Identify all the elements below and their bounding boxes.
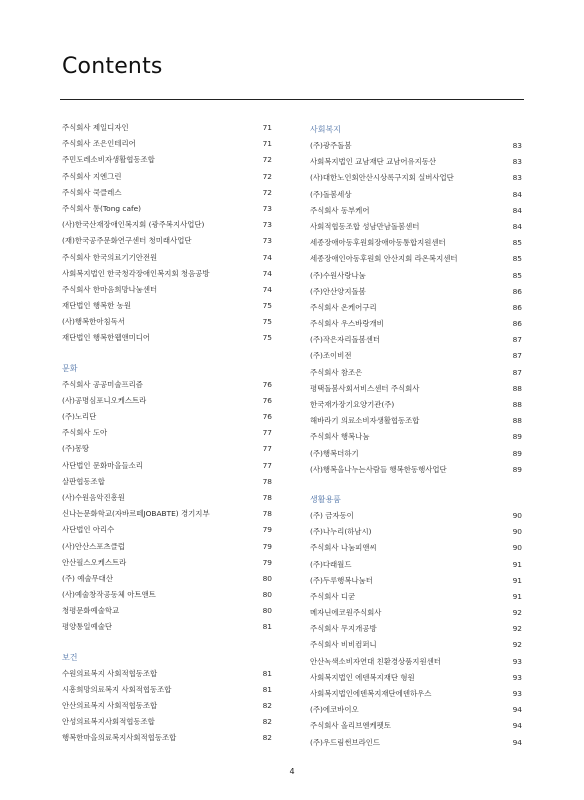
toc-entry-page: 79	[262, 557, 272, 567]
toc-entry[interactable]	[62, 314, 272, 330]
toc-entry-title: 주식회사 한국의료기기안전원	[62, 252, 158, 262]
toc-entry-title: 안성의료복지사회적협동조합	[62, 717, 155, 727]
toc-entry-title: 주식회사 통(Tong cafe)	[62, 203, 142, 213]
toc-entry-page: 81	[262, 684, 272, 694]
toc-entry-page: 72	[262, 155, 272, 165]
toc-entry-page: 75	[262, 333, 272, 343]
toc-entry-title: 안산녹색소비자연대 친환경상품지원센터	[310, 656, 441, 666]
toc-entry-title: (주)광주돌봄	[310, 141, 352, 150]
toc-entry-title: (사)예술창작공동체 아트앤트	[62, 590, 156, 600]
toc-entry-page: 91	[512, 559, 522, 569]
toc-entry-title: 주식회사 한마음희망나눔센터	[62, 284, 158, 294]
toc-entry-page: 71	[262, 139, 272, 149]
toc-entry[interactable]	[310, 203, 522, 219]
toc-entry[interactable]	[62, 282, 272, 298]
toc-entry-page: 79	[262, 525, 272, 535]
toc-entry[interactable]	[62, 490, 272, 506]
toc-entry-title: (주)수원사랑나눔	[310, 270, 366, 280]
toc-entry-title: (주)노리단	[62, 412, 97, 421]
toc-entry-page: 86	[512, 319, 522, 329]
toc-entry-title: (주)행복더하기	[310, 448, 359, 458]
toc-entry[interactable]	[62, 298, 272, 314]
toc-entry-page: 90	[512, 527, 522, 537]
toc-entry[interactable]	[310, 268, 522, 284]
toc-entry[interactable]	[310, 332, 522, 348]
toc-entry[interactable]	[62, 619, 272, 635]
toc-entry-page: 89	[512, 464, 522, 474]
toc-entry[interactable]	[310, 397, 522, 413]
toc-entry-page: 80	[262, 590, 272, 600]
toc-entry-page: 71	[262, 123, 272, 132]
toc-entry-page: 87	[512, 367, 522, 377]
toc-entry[interactable]	[310, 365, 522, 381]
toc-entry-title: (사)안산스포츠클럽	[62, 541, 125, 551]
toc-entry-title: 주식회사 제일디자인	[62, 123, 129, 132]
toc-entry[interactable]	[62, 233, 272, 249]
toc-entry[interactable]	[62, 730, 272, 746]
toc-entry-title: 주식회사 디굳	[310, 591, 356, 601]
toc-entry-title: 청평문화예술학교	[62, 606, 120, 616]
toc-entry-page: 75	[262, 301, 272, 311]
toc-entry[interactable]	[310, 670, 522, 686]
toc-entry-title: 평양통일예술단	[62, 622, 112, 632]
toc-entry-page: 91	[512, 591, 522, 601]
toc-entry-title: (주)안산양지돌봄	[310, 286, 366, 296]
toc-entry[interactable]	[310, 718, 522, 734]
toc-entry[interactable]	[310, 524, 522, 540]
toc-entry-page: 86	[512, 286, 522, 296]
toc-entry-page: 88	[512, 383, 522, 393]
toc-entry-title: 세종장애아동후원회장애아동통합지원센터	[310, 238, 446, 248]
toc-entry-title: 주식회사 온케어구리	[310, 302, 377, 312]
toc-entry[interactable]	[310, 154, 522, 170]
toc-entry-title: 주식회사 나눔피앤씨	[310, 543, 377, 553]
page-title: Contents	[62, 54, 163, 79]
toc-entry-page: 82	[262, 717, 272, 727]
toc-entry[interactable]	[62, 217, 272, 233]
toc-entry-page: 91	[512, 575, 522, 585]
toc-entry-title: (주) 금자동이	[310, 510, 354, 520]
toc-entry[interactable]	[310, 300, 522, 316]
toc-entry[interactable]	[62, 458, 272, 474]
toc-entry-page: 85	[512, 238, 522, 248]
toc-entry-title: (주)돌봄세상	[310, 189, 352, 199]
toc-entry-page: 94	[512, 737, 522, 747]
title-divider	[60, 99, 524, 100]
toc-entry[interactable]	[310, 540, 522, 556]
toc-entry[interactable]	[310, 138, 522, 154]
toc-entry-title: 행복한마을의료복지사회적협동조합	[62, 733, 177, 743]
toc-entry-title: 평택돌봄사회서비스센터 주식회사	[310, 383, 420, 393]
toc-entry[interactable]	[310, 557, 522, 573]
toc-entry-title: 사회복지법인 한국청각장애인복지회 청음공방	[62, 268, 210, 278]
toc-entry-title: (주)다래월드	[310, 559, 352, 569]
toc-entry-page: 73	[262, 203, 272, 213]
toc-entry[interactable]	[310, 702, 522, 718]
toc-entry[interactable]	[62, 682, 272, 698]
section-heading: 생활용품	[310, 494, 341, 504]
toc-entry-page: 93	[512, 656, 522, 666]
toc-entry-page: 81	[262, 622, 272, 632]
toc-left-column	[62, 120, 272, 747]
toc-entry-page: 77	[262, 460, 272, 470]
toc-entry[interactable]	[310, 284, 522, 300]
toc-entry-page: 85	[512, 270, 522, 280]
toc-entry[interactable]	[310, 637, 522, 653]
toc-entry-page: 82	[262, 733, 272, 743]
toc-entry-title: (주)나누리(하남시)	[310, 527, 372, 537]
toc-entry-title: 주식회사 우스바랑개비	[310, 319, 384, 329]
toc-entry-title: (주)작은자리돌봄센터	[310, 335, 381, 345]
toc-entry[interactable]	[62, 506, 272, 522]
toc-entry-page: 74	[262, 268, 272, 278]
toc-entry-page: 76	[262, 395, 272, 405]
toc-entry-page: 83	[512, 157, 522, 167]
toc-entry-title: (주)두루행복나눔터	[310, 575, 373, 585]
toc-entry-page: 76	[262, 412, 272, 421]
toc-entry-page: 81	[262, 668, 272, 678]
toc-entry[interactable]	[310, 187, 522, 203]
toc-entry-page: 90	[512, 543, 522, 553]
toc-entry-page: 77	[262, 428, 272, 438]
toc-entry[interactable]	[62, 250, 272, 266]
toc-entry-title: (사)수원음악진흥원	[62, 492, 125, 502]
section-gap	[310, 478, 522, 490]
toc-entry-page: 84	[512, 189, 522, 199]
toc-entry[interactable]	[62, 425, 272, 441]
toc-entry-title: 사회적협동조합 성남만남돌봄센터	[310, 221, 420, 231]
toc-entry[interactable]	[310, 251, 522, 267]
toc-entry[interactable]	[62, 587, 272, 603]
toc-entry[interactable]	[62, 120, 272, 136]
toc-entry-title: 살판협동조합	[62, 476, 105, 486]
toc-entry-title: 사회복지법인에덴복지재단에덴하우스	[310, 689, 432, 698]
toc-entry-title: 주식회사 쿡클레스	[62, 187, 122, 197]
toc-entry[interactable]	[62, 522, 272, 538]
toc-entry-title: 사단법인 아리수	[62, 525, 115, 535]
toc-entry[interactable]	[62, 136, 272, 152]
toc-entry[interactable]	[62, 474, 272, 490]
toc-entry-page: 72	[262, 171, 272, 181]
toc-entry-page: 79	[262, 541, 272, 551]
toc-entry-title: 주식회사 동부케어	[310, 205, 370, 215]
toc-entry[interactable]	[310, 686, 522, 702]
toc-entry[interactable]	[310, 170, 522, 186]
toc-entry[interactable]	[310, 316, 522, 332]
toc-entry-title: (주)우드림썬브라인드	[310, 737, 381, 747]
toc-entry[interactable]	[62, 714, 272, 730]
toc-entry-page: 78	[262, 476, 272, 486]
toc-entry[interactable]	[310, 654, 522, 670]
toc-entry-page: 88	[512, 416, 522, 426]
toc-entry[interactable]	[310, 508, 522, 524]
toc-entry-title: 사단법인 문화마을들소리	[62, 460, 143, 470]
toc-entry-title: 한국재가장기요양기관(주)	[310, 400, 395, 409]
toc-entry[interactable]	[62, 266, 272, 282]
toc-entry-page: 72	[262, 187, 272, 197]
toc-entry[interactable]	[310, 429, 522, 445]
toc-entry-page: 84	[512, 205, 522, 215]
section-gap	[62, 347, 272, 359]
toc-entry-title: (주)에코바이오	[310, 705, 359, 715]
toc-entry[interactable]	[310, 573, 522, 589]
toc-entry-title: (사)행복을나누는사람들 행복한동행사업단	[310, 464, 447, 474]
toc-entry-page: 74	[262, 284, 272, 294]
toc-entry-title: (재)한국공주문화연구센터 청미래사업단	[62, 236, 192, 246]
toc-entry-title: 재단법인 행복한 농원	[62, 301, 131, 311]
toc-entry[interactable]	[62, 571, 272, 587]
toc-entry-title: 주식회사 무지개공방	[310, 624, 377, 634]
toc-entry-title: (주)조이비전	[310, 351, 352, 361]
toc-entry-page: 94	[512, 705, 522, 715]
toc-entry-page: 86	[512, 302, 522, 312]
toc-entry-title: (사)대한노인회안산시상록구지회 실버사업단	[310, 173, 454, 183]
toc-entry-page: 94	[512, 721, 522, 731]
toc-entry-title: 주식회사 공공미술프리즘	[62, 379, 143, 389]
toc-entry-title: 사회복지법인 교남재단 교남어유지동산	[310, 157, 437, 167]
toc-entry-page: 87	[512, 335, 522, 345]
toc-entry-title: 신나는문화학교(자바르떼JOBABTE) 경기지부	[62, 509, 210, 519]
toc-entry-title: (사)행복한아침독서	[62, 317, 125, 327]
toc-entry-page: 73	[262, 236, 272, 246]
toc-entry-title: 메자닌에코원주식회사	[310, 608, 382, 618]
toc-entry-title: 안산필스오케스트라	[62, 557, 127, 567]
toc-entry-page: 74	[262, 252, 272, 262]
toc-entry-page: 89	[512, 432, 522, 442]
toc-entry[interactable]	[62, 666, 272, 682]
toc-entry[interactable]	[310, 381, 522, 397]
toc-entry-title: 수원의료복지 사회적협동조합	[62, 668, 158, 678]
toc-entry[interactable]	[310, 235, 522, 251]
toc-entry[interactable]	[62, 393, 272, 409]
toc-entry-title: (사)한국산재장애인복지회 (광주복지사업단)	[62, 220, 205, 230]
toc-entry[interactable]	[62, 698, 272, 714]
toc-entry[interactable]	[62, 555, 272, 571]
toc-entry-title: 안산의료복지 사회적협동조합	[62, 701, 158, 710]
toc-entry-title: 주민도레소비자생활협동조합	[62, 155, 155, 165]
toc-entry-page: 93	[512, 672, 522, 682]
toc-entry-page: 83	[512, 173, 522, 183]
toc-entry[interactable]	[62, 409, 272, 425]
toc-entry-title: 시흥희망의료복지 사회적협동조합	[62, 684, 172, 694]
toc-entry-page: 83	[512, 141, 522, 150]
toc-entry[interactable]	[62, 185, 272, 201]
toc-entry-page: 73	[262, 220, 272, 230]
toc-entry-page: 88	[512, 400, 522, 409]
toc-entry[interactable]	[310, 462, 522, 478]
toc-entry-title: 재단법인 행복한웹앤미디어	[62, 333, 151, 343]
toc-entry-title: 주식회사 행복나눔	[310, 432, 370, 442]
toc-entry-title: 주식회사 도아	[62, 428, 108, 438]
toc-entry[interactable]	[62, 377, 272, 393]
section-heading: 사회복지	[310, 125, 341, 134]
toc-entry-page: 90	[512, 510, 522, 520]
toc-entry-page: 80	[262, 606, 272, 616]
toc-entry[interactable]	[310, 621, 522, 637]
toc-entry-page: 80	[262, 573, 272, 583]
toc-entry[interactable]	[310, 413, 522, 429]
toc-entry-page: 87	[512, 351, 522, 361]
toc-entry-title: 주식회사 조은인테리어	[62, 139, 136, 149]
toc-entry-title: (사)공명심포니오케스트라	[62, 395, 147, 405]
toc-entry[interactable]	[62, 330, 272, 346]
toc-entry[interactable]	[62, 169, 272, 185]
toc-entry-page: 89	[512, 448, 522, 458]
toc-entry-page: 92	[512, 608, 522, 618]
toc-entry-page: 84	[512, 221, 522, 231]
toc-entry-title: (주) 예술무대산	[62, 573, 113, 583]
toc-entry[interactable]	[62, 603, 272, 619]
toc-entry-title: 주식회사 참조은	[310, 367, 363, 377]
toc-entry[interactable]	[310, 446, 522, 462]
toc-entry-title: (주)몽땅	[62, 444, 90, 454]
toc-entry[interactable]	[310, 348, 522, 364]
toc-entry[interactable]	[62, 539, 272, 555]
toc-entry[interactable]	[62, 441, 272, 457]
toc-entry[interactable]	[310, 735, 522, 751]
toc-entry-page: 93	[512, 689, 522, 698]
toc-entry-page: 76	[262, 379, 272, 389]
section-heading: 문화	[62, 363, 78, 373]
toc-entry-title: 주식회사 올리브엔케펫토	[310, 721, 391, 731]
toc-entry-page: 85	[512, 254, 522, 264]
section-heading: 보건	[62, 652, 78, 662]
page-number: 4	[289, 767, 295, 776]
toc-entry-page: 92	[512, 640, 522, 650]
toc-entry-title: 세종장애인아동후원회 안산지회 라온복지센터	[310, 254, 458, 264]
toc-entry-page: 82	[262, 701, 272, 710]
section-gap	[62, 636, 272, 648]
toc-right-column	[310, 120, 522, 751]
toc-entry-page: 75	[262, 317, 272, 327]
toc-entry-page: 78	[262, 492, 272, 502]
toc-entry[interactable]	[62, 152, 272, 168]
toc-entry[interactable]	[310, 605, 522, 621]
toc-entry[interactable]	[310, 219, 522, 235]
toc-entry-page: 77	[262, 444, 272, 454]
toc-entry-page: 92	[512, 624, 522, 634]
toc-entry-title: 해바라기 의료소비자생활협동조합	[310, 416, 420, 426]
toc-entry-title: 주식회사 비비컴퍼니	[310, 640, 377, 650]
toc-entry-title: 주식회사 지엔그린	[62, 171, 122, 181]
toc-entry[interactable]	[310, 589, 522, 605]
toc-entry[interactable]	[62, 201, 272, 217]
toc-entry-page: 78	[262, 509, 272, 519]
toc-entry-title: 사회복지법인 에덴복지재단 형원	[310, 672, 415, 682]
